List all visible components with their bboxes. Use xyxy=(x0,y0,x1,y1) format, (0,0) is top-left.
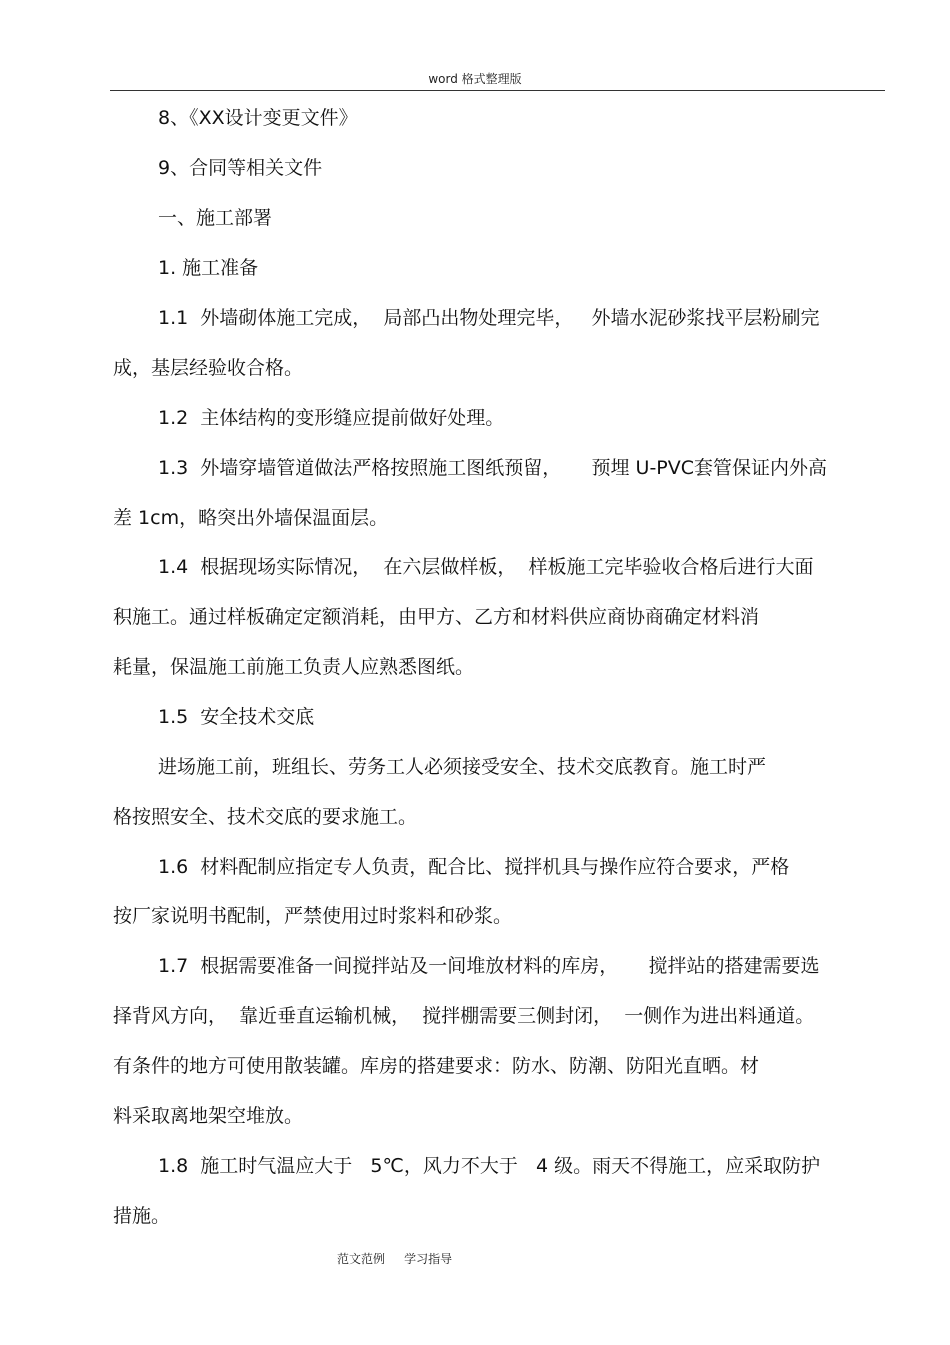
doc-line: 1.2 主体结构的变形缝应提前做好处理。 xyxy=(158,407,505,429)
header-divider xyxy=(110,90,885,91)
doc-line: 9、合同等相关文件 xyxy=(158,157,323,179)
doc-line: 成，基层经验收合格。 xyxy=(113,357,304,379)
doc-line: 1.6 材料配制应指定专人负责，配合比、搅拌机具与操作应符合要求，严格 xyxy=(158,856,790,878)
page-header: word 格式整理版 xyxy=(428,72,522,86)
doc-line: 积施工。通过样板确定定额消耗，由甲方、乙方和材料供应商协商确定材料消 xyxy=(113,606,760,628)
doc-line: 1.7 根据需要准备一间搅拌站及一间堆放材料的库房， 搅拌站的搭建需要选 xyxy=(158,955,820,977)
doc-line: 1.8 施工时气温应大于 5℃，风力不大于 4 级。雨天不得施工，应采取防护 xyxy=(158,1155,821,1177)
subsection-heading: 1.5 安全技术交底 xyxy=(158,706,315,728)
doc-line: 1.1 外墙砌体施工完成， 局部凸出物处理完毕， 外墙水泥砂浆找平层粉刷完 xyxy=(158,307,820,329)
doc-line: 格按照安全、技术交底的要求施工。 xyxy=(113,806,418,828)
doc-line: 1.3 外墙穿墙管道做法严格按照施工图纸预留， 预埋 U-PVC套管保证内外高 xyxy=(158,457,828,479)
doc-line: 择背风方向， 靠近垂直运输机械， 搅拌棚需要三侧封闭， 一侧作为进出料通道。 xyxy=(113,1005,815,1027)
doc-line: 耗量，保温施工前施工负责人应熟悉图纸。 xyxy=(113,656,475,678)
section-heading: 一、施工部署 xyxy=(158,207,273,229)
doc-line: 按厂家说明书配制，严禁使用过时浆料和砂浆。 xyxy=(113,905,513,927)
doc-line: 1.4 根据现场实际情况， 在六层做样板， 样板施工完毕验收合格后进行大面 xyxy=(158,556,814,578)
doc-line: 措施。 xyxy=(113,1205,171,1227)
doc-line: 有条件的地方可使用散装罐。库房的搭建要求：防水、防潮、防阳光直晒。材 xyxy=(113,1055,760,1077)
subsection-heading: 1. 施工准备 xyxy=(158,257,259,279)
doc-line: 8、《XX设计变更文件》 xyxy=(158,107,358,129)
doc-line: 进场施工前，班组长、劳务工人必须接受安全、技术交底教育。施工时严 xyxy=(158,756,767,778)
doc-line: 料采取离地架空堆放。 xyxy=(113,1105,304,1127)
page-footer: 范文范例 学习指导 xyxy=(337,1252,453,1266)
doc-line: 差 1cm，略突出外墙保温面层。 xyxy=(113,507,389,529)
